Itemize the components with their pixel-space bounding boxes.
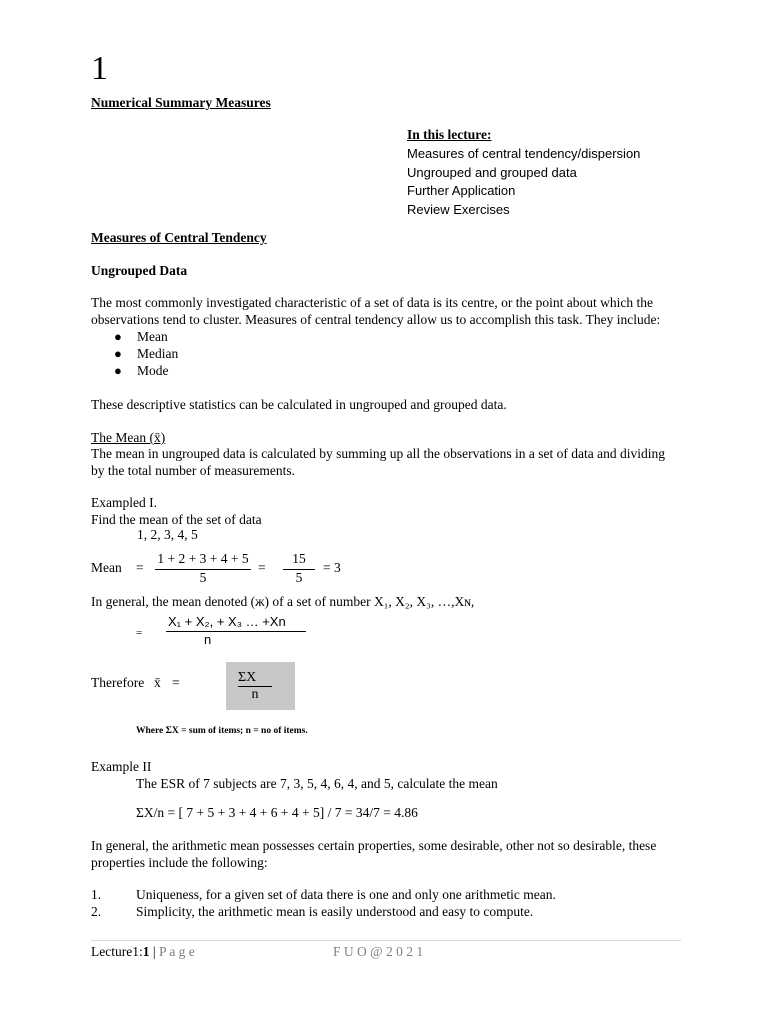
bullet-icon: ● [114,363,122,378]
intro-paragraph: The most commonly investigated characteristic of a set of data is its centre, or the point about which the observations tend to cluster. Measures of central tendency allow us to accomplish this task. They include: [91,295,661,327]
page-title: Numerical Summary Measures [91,95,271,110]
in-lecture-item: Further Application [407,183,516,198]
descriptive-sentence: These descriptive statistics can be calculated in ungrouped and grouped data. [91,397,507,412]
chapter-number: 1 [91,50,108,87]
mean-fraction-simplified [283,551,315,586]
where-note: Where ΣX = sum of items; n = no of items. [136,726,308,736]
equals-sign: = [172,675,180,690]
in-lecture-heading: In this lecture: [407,127,492,142]
bullet-item: Mode [137,363,169,378]
general-mean-fraction [166,614,306,647]
property-number: 1. [91,887,102,902]
in-lecture-list [407,145,640,219]
bullet-item: Median [137,346,179,361]
fraction-numerator: 1 + 2 + 3 + 4 + 5 [157,551,249,566]
bullet-icon: ● [114,346,122,361]
footer-divider [91,940,681,941]
footer-page-number: 1 [142,944,150,959]
property-text: Simplicity, the arithmetic mean is easily understood and easy to compute. [136,904,534,919]
fraction-denominator: n [251,687,259,702]
fraction-denominator: n [204,632,212,647]
example2-text: The ESR of 7 subjects are 7, 3, 5, 4, 6, 4, and 5, calculate the mean [136,776,498,791]
box-fraction [238,670,272,703]
example1-label: Exampled I. [91,495,157,510]
fraction-denominator: 5 [295,570,303,585]
properties-paragraph: In general, the arithmetic mean possesses certain properties, some desirable, other not so desirable, these properties include the following: [91,838,657,870]
property-text: Uniqueness, for a given set of data there is one and only one arithmetic mean. [136,887,556,902]
section-heading: Measures of Central Tendency [91,230,267,245]
fraction-numerator: ΣX [238,670,257,685]
mean-symbol: x̄ [154,675,161,690]
mean-paragraph: The mean in ungrouped data is calculated by summing up all the observations in a set of data and dividing by the total number of measurements. [91,446,665,478]
therefore-label: Therefore [91,675,145,690]
fraction-numerator: X₁ + X₂, + X₃ … +Xn [168,614,286,629]
general-mean-text: In general, the mean denoted (ж) of a set of number X₁, X₂, X₃, …,Xɴ, [91,594,475,609]
bullet-icon: ● [114,329,122,344]
footer-page-word: P a g e [158,944,195,959]
equals-sign: = [136,560,144,575]
example1-data: 1, 2, 3, 4, 5 [137,527,198,542]
bullet-item: Mean [137,329,168,344]
in-lecture-item: Review Exercises [407,201,510,217]
footer-right: F U O @ 2 0 2 1 [333,944,424,959]
mean-heading: The Mean (x̄) [91,430,166,445]
example1-prompt: Find the mean of the set of data [91,512,262,527]
mean-result: = 3 [323,560,341,575]
example2-label: Example II [91,759,152,774]
footer-separator: | [149,944,159,959]
example2-formula: ΣX/n = [ 7 + 5 + 3 + 4 + 6 + 4 + 5] / 7 = 34/7 = 4.86 [136,805,418,820]
fraction-numerator: 15 [292,551,306,566]
equals-sign: = [258,560,266,575]
property-number: 2. [91,904,102,919]
equals-sign: = [136,627,143,639]
in-lecture-item: Measures of central tendency/dispersion [407,146,641,161]
in-lecture-item: Ungrouped and grouped data [407,164,577,180]
mean-fraction [155,551,251,586]
footer-left [91,944,195,960]
footer-lecture: Lecture1: [91,944,143,959]
fraction-denominator: 5 [199,570,207,585]
mean-label: Mean [91,560,122,575]
subsection-heading: Ungrouped Data [91,263,188,278]
